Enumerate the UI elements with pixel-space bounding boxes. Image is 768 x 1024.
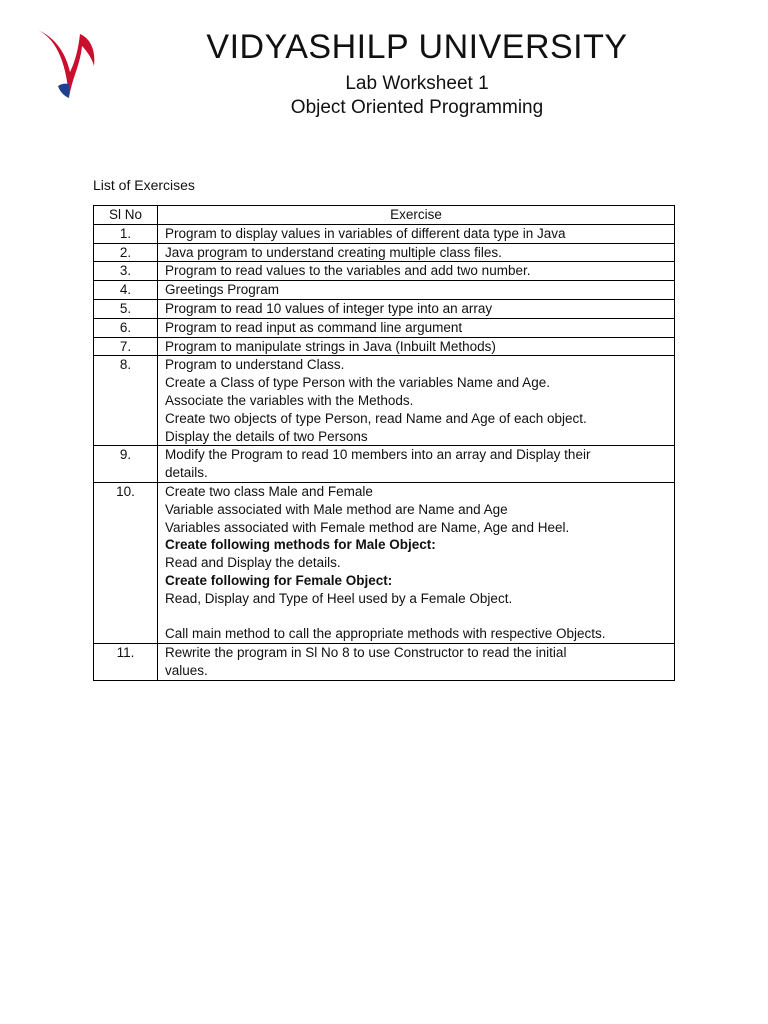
table-row <box>94 446 675 483</box>
exercise-text-line: Program to read values to the variables and add two number. <box>165 263 531 279</box>
exercise-text-line: Call main method to call the appropriate methods with respective Objects. <box>165 626 606 642</box>
exercise-text-line: Read, Display and Type of Heel used by a Female Object. <box>165 590 513 606</box>
column-header-exercise: Exercise <box>158 206 675 225</box>
university-name: VIDYASHILP UNIVERSITY <box>206 28 628 66</box>
sl-no-cell: 7. <box>94 337 158 356</box>
exercise-text-line: Greetings Program <box>165 282 280 298</box>
table-header-row <box>94 206 675 225</box>
exercise-text-line: Rewrite the program in Sl No 8 to use Constructor to read the initial <box>165 645 567 661</box>
exercise-text-line: Program to read 10 values of integer type into an array <box>165 300 493 316</box>
sl-no-cell: 1. <box>94 224 158 243</box>
exercise-text-line: Create a Class of type Person with the variables Name and Age. <box>165 375 550 391</box>
exercise-text-line: Create two class Male and Female <box>165 483 373 499</box>
exercise-cell <box>158 262 675 281</box>
table-row <box>94 262 675 281</box>
exercise-text-line: Create following methods for Male Object: <box>165 537 436 553</box>
exercise-cell <box>158 281 675 300</box>
table-row <box>94 318 675 337</box>
sl-no-cell: 6. <box>94 318 158 337</box>
exercise-cell <box>158 337 675 356</box>
table-row <box>94 356 675 446</box>
exercise-text-line: Read and Display the details. <box>165 555 341 571</box>
sl-no-cell: 11. <box>94 644 158 681</box>
exercise-text-line: Program to understand Class. <box>165 357 345 373</box>
exercise-text-line: details. <box>165 465 208 481</box>
exercise-text-line: Program to read input as command line argument <box>165 319 463 335</box>
table-body <box>94 224 675 680</box>
exercise-cell <box>158 482 675 643</box>
exercise-cell <box>158 644 675 681</box>
table-row <box>94 224 675 243</box>
exercise-cell <box>158 356 675 446</box>
exercise-cell <box>158 318 675 337</box>
table-row <box>94 337 675 356</box>
subject-title: Object Oriented Programming <box>290 97 544 118</box>
exercise-text-line: Display the details of two Persons <box>165 428 368 444</box>
exercise-text-line: Create following for Female Object: <box>165 572 393 588</box>
table-row <box>94 644 675 681</box>
sl-no-cell: 3. <box>94 262 158 281</box>
exercise-text-line <box>165 608 667 626</box>
exercise-text-line: Java program to understand creating multiple class files. <box>165 244 502 260</box>
exercise-text-line: Modify the Program to read 10 members into an array and Display their <box>165 447 591 463</box>
sl-no-cell: 9. <box>94 446 158 483</box>
exercise-cell <box>158 243 675 262</box>
exercise-cell <box>158 224 675 243</box>
exercise-cell <box>158 299 675 318</box>
table-row <box>94 299 675 318</box>
exercise-text-line: Create two objects of type Person, read Name and Age of each object. <box>165 410 587 426</box>
exercise-cell <box>158 446 675 483</box>
table-row <box>94 243 675 262</box>
exercise-table <box>93 205 675 681</box>
exercise-text-line: Variable associated with Male method are Name and Age <box>165 501 508 517</box>
exercise-text-line: Associate the variables with the Methods. <box>165 392 414 408</box>
table-row <box>94 482 675 643</box>
column-header-sl-no: Sl No <box>94 206 158 225</box>
sl-no-cell: 2. <box>94 243 158 262</box>
exercise-text-line: Program to manipulate strings in Java (Inbuilt Methods) <box>165 338 496 354</box>
sl-no-cell: 10. <box>94 482 158 643</box>
exercise-text-line: Program to display values in variables of different data type in Java <box>165 225 566 241</box>
worksheet-title: Lab Worksheet 1 <box>345 73 489 94</box>
table-row <box>94 281 675 300</box>
sl-no-cell: 5. <box>94 299 158 318</box>
exercise-text-line: Variables associated with Female method are Name, Age and Heel. <box>165 519 570 535</box>
exercise-text-line: values. <box>165 662 208 678</box>
list-heading: List of Exercises <box>93 177 195 193</box>
sl-no-cell: 4. <box>94 281 158 300</box>
sl-no-cell: 8. <box>94 356 158 446</box>
